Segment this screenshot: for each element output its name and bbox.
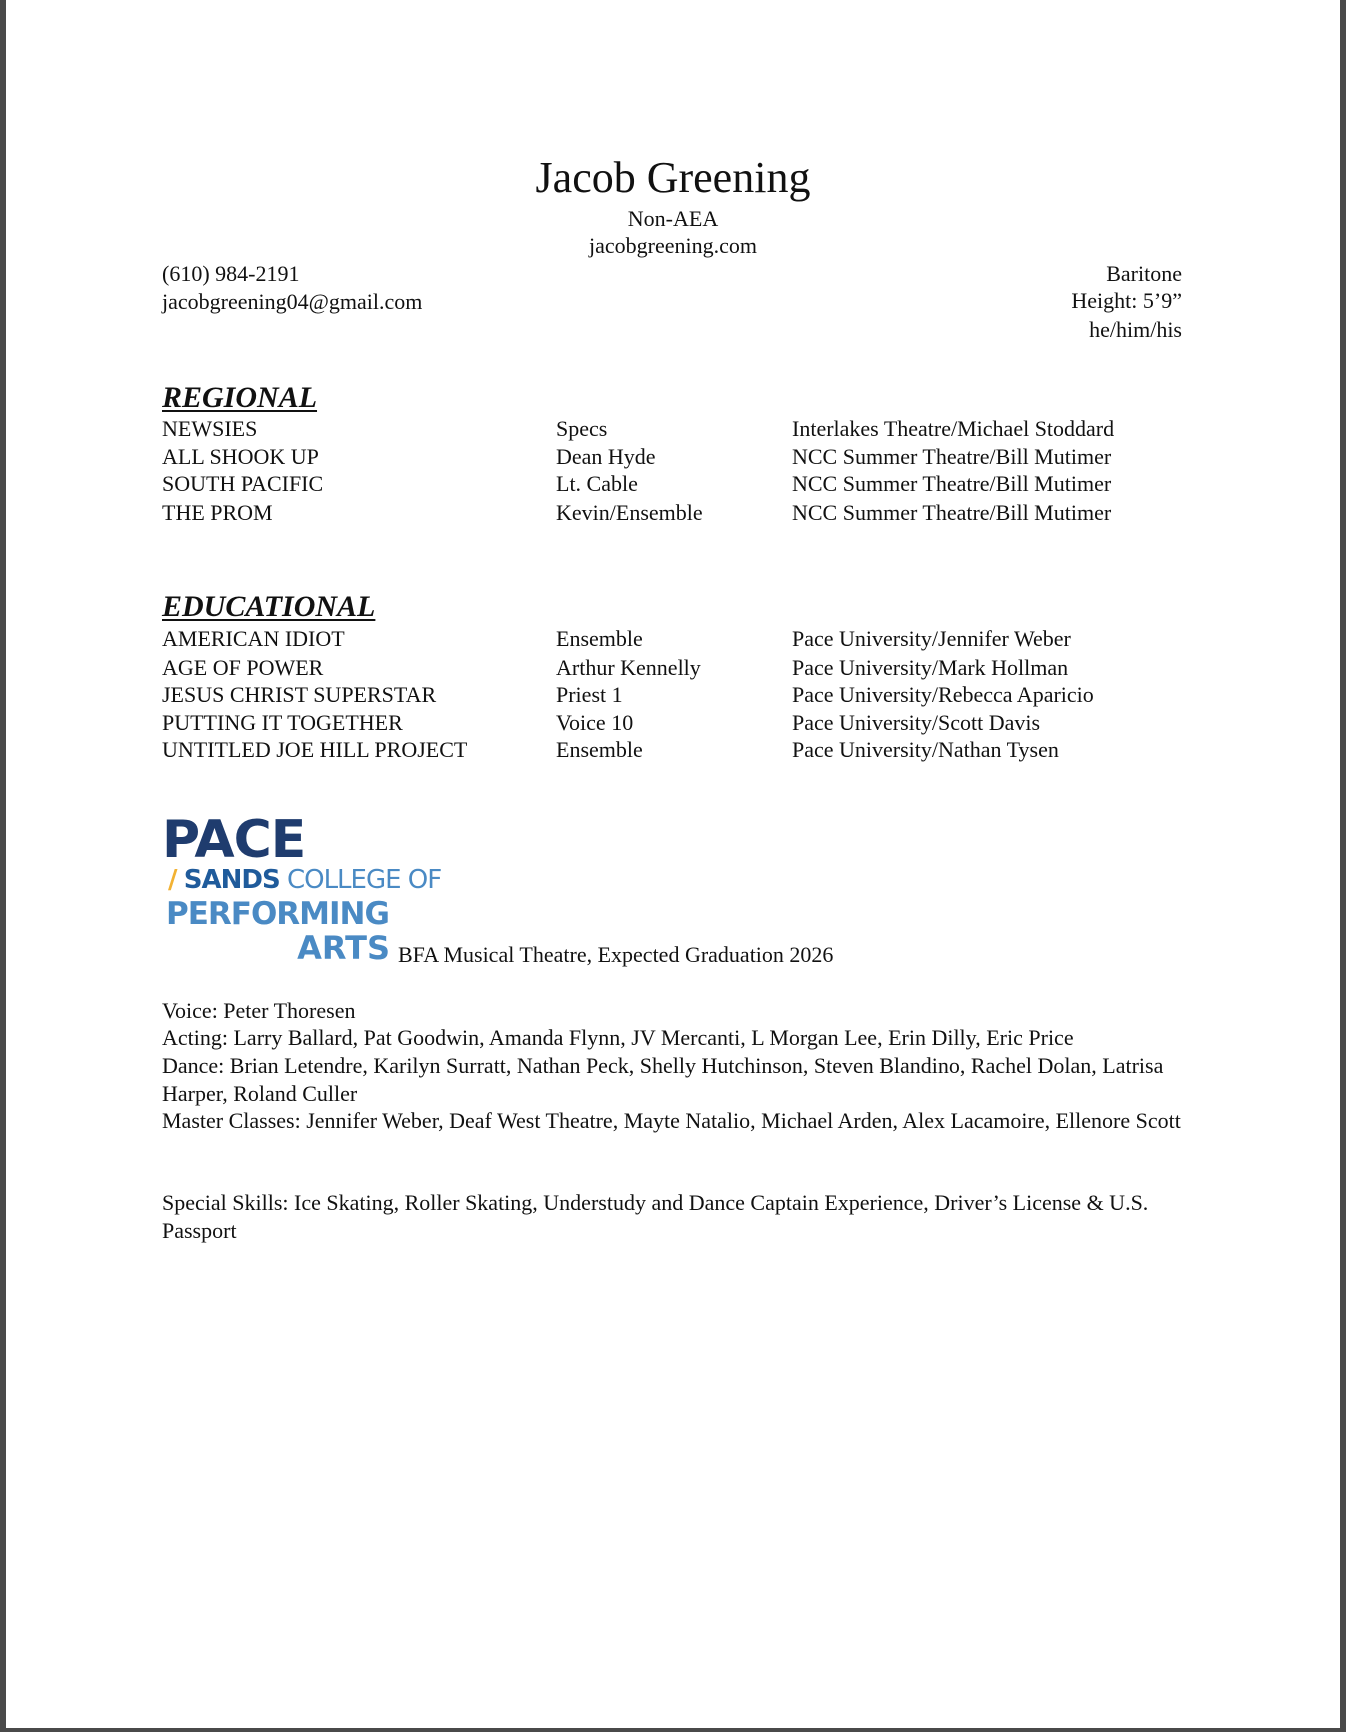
venue-director: Pace University/Nathan Tysen [792, 737, 1059, 762]
credit-row [162, 415, 1212, 443]
logo-sands-line: / SANDS COLLEGE OF [168, 865, 442, 895]
training-master-classes: Master Classes: Jennifer Weber, Deaf West Theatre, Mayte Natalio, Michael Arden, Alex Lacamoire, Ellenore Scott [162, 1108, 1181, 1133]
venue-director: Pace University/Rebecca Aparicio [792, 682, 1094, 707]
degree-info: BFA Musical Theatre, Expected Graduation 2026 [398, 942, 834, 967]
venue-director: NCC Summer Theatre/Bill Mutimer [792, 444, 1112, 469]
actor-name: Jacob Greening [535, 153, 811, 202]
show-title: PUTTING IT TOGETHER [162, 710, 403, 735]
role: Dean Hyde [556, 444, 656, 469]
role: Arthur Kennelly [556, 655, 701, 680]
role: Priest 1 [556, 682, 623, 707]
show-title: AMERICAN IDIOT [162, 626, 345, 651]
union-status: Non-AEA [627, 206, 719, 231]
logo-arts-line: ARTS [297, 929, 390, 967]
show-title: UNTITLED JOE HILL PROJECT [162, 737, 468, 762]
phone-number: (610) 984-2191 [162, 261, 300, 286]
venue-director: Interlakes Theatre/Michael Stoddard [792, 416, 1115, 441]
pace-sands-logo [162, 810, 442, 967]
training-voice: Voice: Peter Thoresen [162, 998, 356, 1023]
role: Ensemble [556, 626, 643, 651]
venue-director: NCC Summer Theatre/Bill Mutimer [792, 500, 1112, 525]
credit-row [162, 443, 1212, 471]
role: Kevin/Ensemble [556, 500, 703, 525]
role: Voice 10 [556, 710, 634, 735]
height: Height: 5’9” [1071, 288, 1182, 313]
credit-row [162, 709, 1212, 737]
role: Specs [556, 416, 608, 441]
logo-pace-wordmark: PACE [162, 810, 306, 870]
training-acting: Acting: Larry Ballard, Pat Goodwin, Amanda Flynn, JV Mercanti, L Morgan Lee, Erin Dilly, Eric Price [162, 1025, 1074, 1050]
show-title: NEWSIES [162, 416, 258, 441]
venue-director: Pace University/Jennifer Weber [792, 626, 1071, 651]
training-dance: Dance: Brian Letendre, Karilyn Surratt, Nathan Peck, Shelly Hutchinson, Steven Blandino, Rachel Dolan, Latrisa Harper, Roland Culler [162, 1053, 1164, 1106]
role: Lt. Cable [556, 471, 638, 496]
credit-row [162, 681, 1212, 709]
email-address[interactable]: jacobgreening04@gmail.com [162, 289, 423, 314]
regional-heading: REGIONAL [162, 381, 318, 414]
credit-row [162, 470, 1212, 498]
credit-row [162, 499, 1212, 527]
show-title: THE PROM [162, 500, 273, 525]
logo-performing-line: PERFORMING [166, 896, 389, 932]
venue-director: Pace University/Mark Hollman [792, 655, 1069, 680]
credit-row [162, 654, 1212, 682]
show-title: ALL SHOOK UP [162, 444, 319, 469]
website-link[interactable]: jacobgreening.com [589, 233, 757, 258]
show-title: SOUTH PACIFIC [162, 471, 324, 496]
show-title: AGE OF POWER [162, 655, 324, 680]
special-skills: Special Skills: Ice Skating, Roller Skating, Understudy and Dance Captain Experience, Driver’s License & U.S. Passport [162, 1190, 1149, 1243]
role: Ensemble [556, 737, 643, 762]
educational-heading: EDUCATIONAL [162, 590, 376, 623]
voice-type: Baritone [1106, 261, 1182, 286]
venue-director: Pace University/Scott Davis [792, 710, 1041, 735]
resume-page [6, 0, 1340, 1728]
credit-row [162, 736, 1212, 764]
show-title: JESUS CHRIST SUPERSTAR [162, 682, 437, 707]
pronouns: he/him/his [1089, 317, 1182, 342]
venue-director: NCC Summer Theatre/Bill Mutimer [792, 471, 1112, 496]
credit-row [162, 625, 1212, 653]
